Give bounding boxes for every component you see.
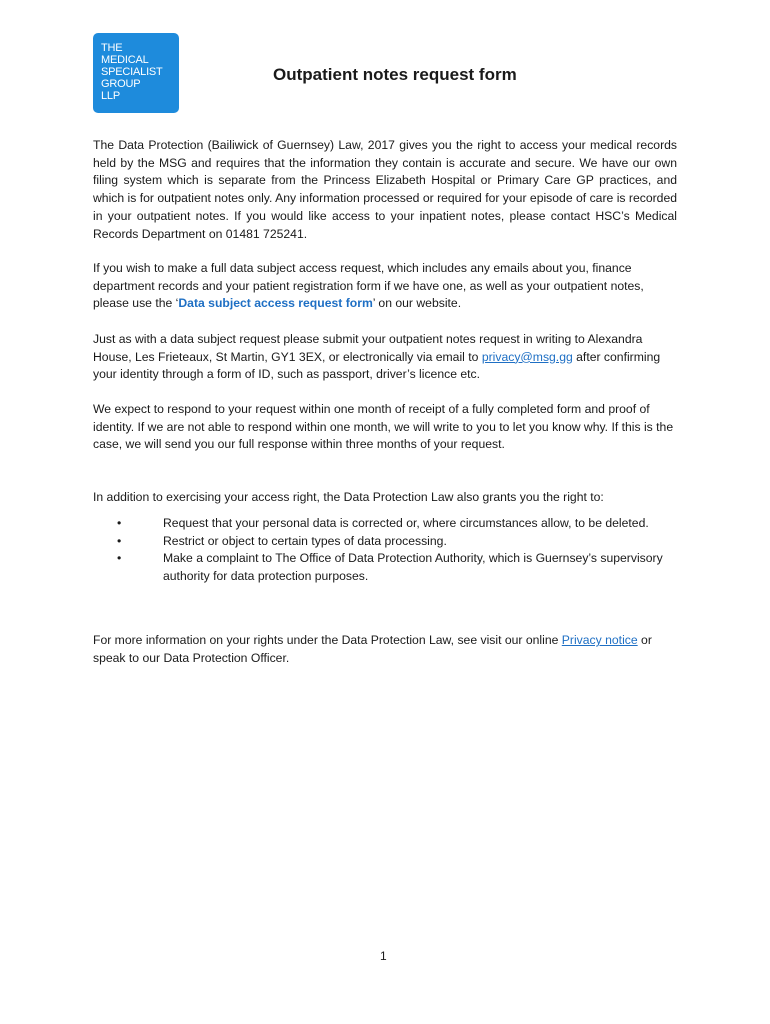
rights-intro-paragraph: In addition to exercising your access right, the Data Protection Law also grants you the right to: <box>93 490 604 504</box>
more-info-paragraph <box>93 632 677 667</box>
privacy-email-link[interactable]: privacy@msg.gg <box>481 349 573 364</box>
page-title: Outpatient notes request form <box>273 65 517 84</box>
intro-paragraph: The Data Protection (Bailiwick of Guernsey) Law, 2017 gives you the right to access your medical records held by the MSG and requires that the information they contain is accurate and secure. We have our own filing system which is separate from the Princess Elizabeth Hospital or Primary Care GP practices, and which is for outpatient notes only. Any information processed or required for your episode of care is recorded in your outpatient notes. If you would like access to your inpatient notes, please contact HSC’s Medical Records Department on 01481 725241. <box>93 138 677 241</box>
msg-logo <box>93 33 179 113</box>
submission-text-before: Just as with a data subject request please submit your outpatient notes request in writing to Alexandra House, Les Frieteaux, St Martin, GY1 3EX, or electronically via email to <box>93 332 643 364</box>
list-item-text: Restrict or object to certain types of data processing. <box>163 533 447 548</box>
bullet-icon: • <box>117 533 122 548</box>
more-info-text-after: or speak to our Data Protection Officer. <box>93 633 652 665</box>
more-info-text-before: For more information on your rights under the Data Protection Law, see visit our online <box>93 633 562 647</box>
rights-list <box>93 515 677 586</box>
list-item-text: Make a complaint to The Office of Data Protection Authority, which is Guernsey’s supervisory authority for data protection purposes. <box>163 551 663 584</box>
logo-text-line: THE <box>101 42 123 54</box>
submission-paragraph <box>93 331 677 384</box>
bullet-icon: • <box>117 516 122 530</box>
bullet-icon: • <box>117 551 122 566</box>
logo-text-line: GROUP <box>101 78 141 90</box>
list-item <box>93 533 677 551</box>
submission-text-after: after confirming your identity through a form of ID, such as passport, driver’s licence etc. <box>93 349 661 382</box>
list-item-text: Request that your personal data is corrected or, where circumstances allow, to be deleted. <box>163 516 649 530</box>
logo-text-line: SPECIALIST <box>101 66 163 78</box>
logo-text-line: LLP <box>101 90 120 102</box>
response-time-paragraph: We expect to respond to your request within one month of receipt of a fully completed form and proof of identity. If we are not able to respond within one month, we will write to you to let you know why. If this is the case, we will send you our full response within three months of your request. <box>93 402 674 452</box>
privacy-notice-link[interactable]: Privacy notice <box>561 633 638 647</box>
full-request-paragraph <box>93 260 677 313</box>
full-request-text-after: ’ on our website. <box>372 296 462 311</box>
list-item <box>93 515 677 533</box>
full-request-text-before: If you wish to make a full data subject access request, which includes any emails about you, finance department records and your patient registration form if we have one, as well as your outpatient notes, please use the ‘ <box>93 261 644 311</box>
page-number: 1 <box>380 949 387 963</box>
logo-text-line: MEDICAL <box>101 54 149 66</box>
list-item <box>93 550 677 585</box>
data-subject-request-link[interactable]: Data subject access request form <box>178 296 373 311</box>
